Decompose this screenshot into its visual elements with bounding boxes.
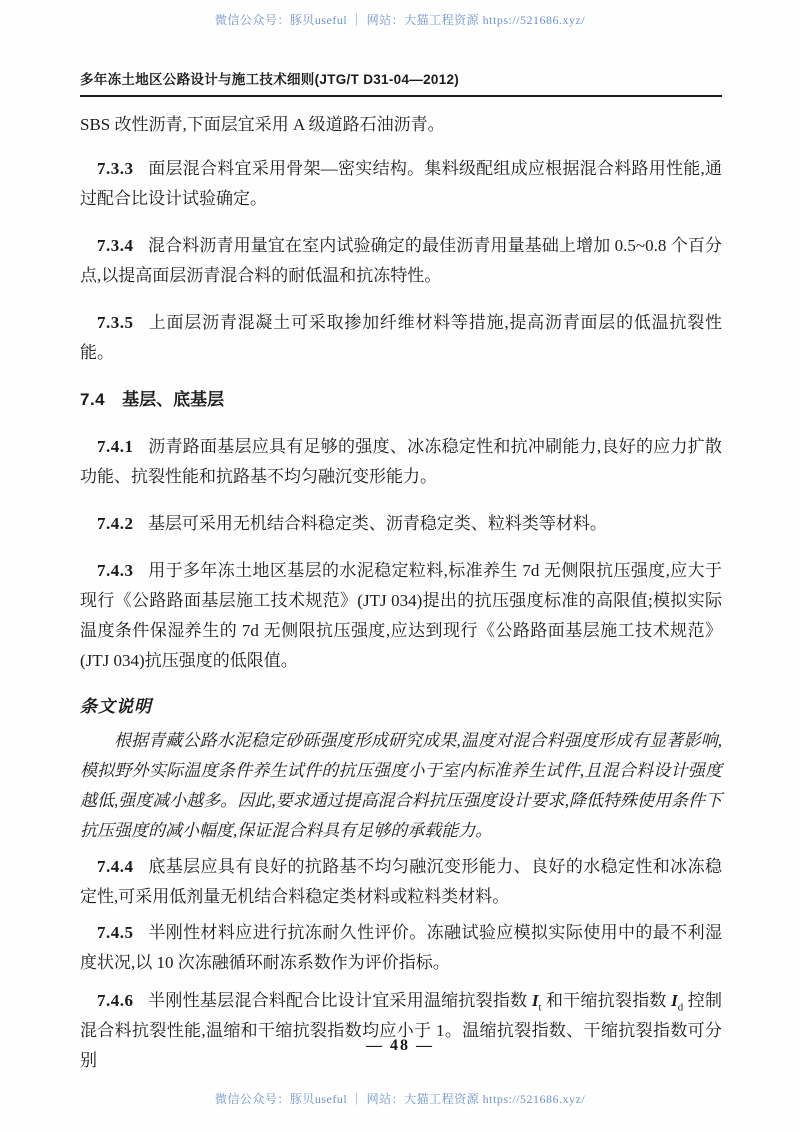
clause-text: 底基层应具有良好的抗路基不均匀融沉变形能力、良好的水稳定性和冰冻稳定性,可采用低剂量无机结合料稳定类材料或粒料类材料。 [80,857,722,906]
clause-text: 用于多年冻土地区基层的水泥稳定粒料,标准养生 7d 无侧限抗压强度,应大于现行《公路路面基层施工技术规范》(JTJ 034)提出的抗压强度标准的高限值;模拟实际温度条件保湿养生的 7d 无侧限抗压强度,应达到现行《公路路面基层施工技术规范》(JTJ 034)抗压强度的低限值。 [80,561,722,670]
variable-subscript-t: t [538,1001,542,1014]
clause-number: 7.4.5 [97,923,134,942]
variable-It: I [531,991,539,1010]
variable-subscript-d: d [677,1001,684,1014]
page-number: — 48 — [366,1037,434,1054]
clause-7-4-6 [80,986,722,1076]
clause-number: 7.3.4 [97,236,134,255]
notes-paragraph: 根据青藏公路水泥稳定砂砾强度形成研究成果,温度对混合料强度形成有显著影响,模拟野外实际温度条件养生试件的抗压强度小于室内标准养生试件,且混合料设计强度越低,强度减小越多。因此,要求通过提高混合料抗压强度设计要求,降低特殊使用条件下抗压强度的减小幅度,保证混合料具有足够的承载能力。 [80,731,722,840]
clause-number: 7.4.1 [97,437,134,456]
clause-text: 沥青路面基层应具有足够的强度、冰冻稳定性和抗冲刷能力,良好的应力扩散功能、抗裂性能和抗路基不均匀融沉变形能力。 [80,437,722,486]
running-title: 多年冻土地区公路设计与施工技术细则(JTG/T D31-04—2012) [80,72,460,87]
notes-heading: 条文说明 [80,697,152,716]
clause-7-4-2 [80,509,722,539]
clause-text: 上面层沥青混凝土可采取掺加纤维材料等措施,提高沥青面层的低温抗裂性能。 [80,313,722,362]
clause-text-segment: 和干缩抗裂指数 [541,991,672,1010]
clause-7-3-4 [80,231,722,291]
clause-number: 7.3.5 [97,313,134,332]
section-number: 7.4 [80,390,106,409]
watermark-top: 微信公众号：豚贝useful ｜ 网站：大猫工程资源 https://521686.xyz/ [214,13,586,27]
section-title: 基层、底基层 [122,390,225,409]
clause-text: 混合料沥青用量宜在室内试验确定的最佳沥青用量基础上增加 0.5~0.8 个百分点,以提高面层沥青混合料的耐低温和抗冻特性。 [80,236,722,285]
clause-number: 7.4.6 [97,991,134,1010]
document-body [80,110,722,1076]
clause-7-4-1 [80,432,722,492]
clause-text-segment: 半刚性基层混合料配合比设计宜采用温缩抗裂指数 [147,991,532,1010]
section-heading-7-4 [80,385,722,415]
clause-text-segment: 控制混合料抗裂性能,温缩和干缩抗裂指数均应小于 1。温缩抗裂指数、干缩抗裂指数可分别 [80,991,723,1070]
watermark-bottom: 微信公众号：豚贝useful ｜ 网站：大猫工程资源 https://521686.xyz/ [214,1092,586,1106]
clause-number: 7.4.4 [97,857,134,876]
clause-text: 半刚性材料应进行抗冻耐久性评价。冻融试验应模拟实际使用中的最不利湿度状况,以 10 次冻融循环耐冻系数作为评价指标。 [80,923,722,972]
clause-7-4-5 [80,918,722,978]
clause-number: 7.4.3 [97,561,134,580]
clause-7-3-5 [80,308,722,368]
page-header [80,71,722,97]
clause-7-3-3 [80,154,722,214]
clause-7-4-3 [80,556,722,676]
clause-text: 面层混合料宜采用骨架—密实结构。集料级配组成应根据混合料路用性能,通过配合比设计试验确定。 [80,159,722,208]
variable-Id: I [671,991,678,1010]
clause-7-4-4 [80,852,722,912]
clause-number: 7.4.2 [97,514,134,533]
header-rule [80,95,722,97]
clause-number: 7.3.3 [97,159,134,178]
paragraph-continuation: SBS 改性沥青,下面层宜采用 A 级道路石油沥青。 [80,115,445,134]
page-content [80,0,722,1076]
clause-text: 基层可采用无机结合料稳定类、沥青稳定类、粒料类等材料。 [147,514,607,533]
